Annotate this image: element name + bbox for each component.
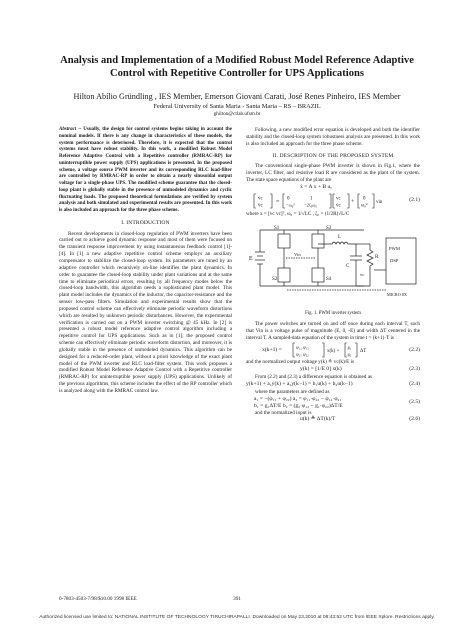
equation-2-2-number: (2.2) [409,346,420,353]
equation-2-4-expr: y(k+1) + a₁y(k) + a₂y(k−1) = b₁u(k) + b₂u(k−1) [246,380,353,387]
svg-text:ω₀²: ω₀² [361,203,368,209]
svg-text:v̇c: v̇c [258,196,263,202]
resistor-label: R [375,254,379,260]
section2-heading: II. DESCRIPTION OF THE PROPOSED SYSTEM [272,152,394,159]
source-e-label: E [249,255,253,262]
svg-text:g₂: g₂ [347,351,352,357]
equation-2-3-number: (2.3) [409,365,420,372]
state-equation [246,184,420,192]
paragraph-plant: The conventional single-phase PWM inverter is shown in Fig.1, where the inverter, LC filter, and resistive load R are considered as the plant of the system. The state space equations of the plant are [246,163,420,184]
svg-text:−2ζ₀ω₀: −2ζ₀ω₀ [304,202,318,208]
equation-2-1 [246,192,420,210]
pwm-inverter-figure [246,220,420,306]
author-email: ghilton@ctlab.ufsm.br [213,111,261,117]
equation-2-2 [246,342,420,359]
switch-s1-label: S1 [274,225,280,231]
svg-text:ΔT: ΔT [360,348,367,354]
paper-title [40,54,434,80]
switch-s3-label: S3 [326,225,332,231]
title-line-2: Control with Repetitive Controller for UPS Applications [109,68,365,79]
abstract-lead: Abstract [59,127,77,132]
svg-text:vin: vin [376,199,383,205]
paragraph-difference: From (2.2) and (2.3) a difference equation is obtained as [255,373,373,380]
equation-2-5-line2: b₁ = g₁ΔT/E b₂ = (g₂·φ₁₂ − g₁·φ₂₂)ΔT/E [254,402,343,409]
intro-paragraph: Recent developments in closed-loop regulation of PWM inverters have been carried out to achieve good dynamic response and most of them were focused on the transient response improvement by using instantaneous feedback control [1]-[4]. In [1] a new adaptive repetitive control scheme employs an auxiliary compensator to stabilize the closed-loop system. Its parameters are tuned by an adaptive controller which recursively on-line identifies the plant dynamics. In order to guarantee the closed-loop stability under plant variations and at the same time to eliminate periodical errors, resulting by all frequency modes below the closed-loop bandwidth, this algorithm needs a sophisticated plant model. This plant model includes the dynamics of the inductor, the capacitor-resistance and the sensor low-pass filters. Simulation and experimental results show that the proposed control scheme can effectively eliminate periodic waveform distortions which are resulted by unknown periodic disturbances. However, the experimental verification is carried out on a PWM inverter switching @ 45 kHz. In [2] is presented a robust model reference adaptive control algorithm including a repetitive control for UPS applications. Such as in [1], the proposed control scheme can effectively eliminate periodic waveform distortion, and moreover, it is globally stable in the presence of unmodeled dynamics. This algorithm can be designed for a reduced-order plant, without a priori knowledge of the exact plant model of the PWM inverter and RLC load-filter system. This work proposes a modified Robust Model Reference Adaptive Control with a Repetitive controller (RMRAC-RP) for uninterruptible power supply (UPS) applications. Unlikely of the previous algorithms, this scheme includes the effect of the RP controller which is analyzed along with the RMRAC control law. [59,230,232,394]
capacitor-label: C [346,263,350,269]
paragraph-intro-cont: Following, a new modified error equation is developed and both the identifier stability and the closed-loop system robustness analysis are presented. In this work is also included an approach for the three phase scheme. [246,127,420,147]
paragraph-input: and the normalized input is [255,409,312,416]
abstract-body: -- Usually, the design for control systems begins taking in account the nominal models. If there is any change in characteristics of these models, the system performance is deteriored. Therefore, it is expected that the control systems must have robust stability. In this work, a modified Robust Model Reference Adaptive Control with a Repetitive controller (RMRAC-RP) for uninterruptible power supply (UPS) applications is presented. In the proposed scheme, a voltage source PWM inverter and its corresponding RLC load-filter are controlled by RMRAC-RP in order to obtain a nearly sinusoidal output voltage for a single-phase UPS. The modified scheme guarantee that the closed-loop plant is globally stable in the presence of unmodeled dynamics and cyclic fluctuating loads. The proposed theoretical formulations are verified by system analysis and both simulated and experimental results are presented. In this work is also included an approach for the three phase scheme. [59,127,232,213]
paragraph-parameters: where the parameters are defined as [255,388,330,395]
title-line-1: Analysis and Implementation of a Modified Robust Model Reference Adaptive [60,55,414,66]
author-list: Hilton Abílio Gründling , IES Member, Emerson Giovani Carati, José Renes Pinheiro, IES Member [73,92,401,101]
state-equation-expr: ẋ = A x + B uₓ [300,183,332,190]
svg-text:−ω₀²: −ω₀² [286,202,295,208]
right-column [246,127,420,424]
equation-2-3-expr: y(k) = [1/E 0] x(k) [300,365,342,372]
where-definition: where x = [vc vc]ᵀ, ω₀ = 1/√LC , ζ₀ = (1/2R)√L/C [246,210,350,217]
equation-2-2-lhs: x(k+1) = [262,346,282,353]
equation-2-4-number: (2.4) [409,380,420,387]
paragraph-switching: The power switches are turned on and off once during each interval T, such that Vin is a voltage pulse of magnitude (E, 0, -E) and width ΔT centered in the interval T. A sampled-data equation of the system in time t = (k+1)·T is [246,321,420,342]
left-column [59,127,232,395]
svg-text:v̇c: v̇c [336,203,341,209]
svg-text:φ₂₁ φ₂₂: φ₂₁ φ₂₂ [296,351,309,357]
figure-caption: Fig. 1. PWM inverter system [305,310,361,316]
equation-2-5-line1: a₁ = −(φ₁₁ + φ₂₂) a₂ = φ₁₁·φ₂₂ − φ₁₂·φ₂₁ [254,395,342,402]
svg-text:x(k) +: x(k) + [327,348,340,354]
inductor-label: L [338,234,342,240]
svg-text:v̈c: v̈c [258,203,263,209]
equation-2-5-number: (2.5) [409,398,420,405]
equation-2-3 [246,366,420,374]
license-notice: Authorized licensed use limited to: NATIONAL INSTITUTE OF TECHNOLOGY TIRUCHIRAPALLI. Downloaded on May 23,2010 at 08:43:52 UTC from IEEE Xplore. Restrictions apply. [39,615,435,620]
vc-label: vc [360,271,365,277]
svg-text:φ₁₁ φ₁₂: φ₁₁ φ₁₂ [296,344,309,350]
matrix-equation-svg [252,192,392,210]
svg-text:vc: vc [336,196,341,202]
svg-text:+: + [351,198,355,205]
intro-heading: I. INTRODUCTION [121,219,170,226]
sampled-matrix-svg [292,342,392,359]
dsp-label: DSP [390,257,399,263]
svg-text:0: 0 [363,196,366,202]
micro-label: MICRO 8X [387,291,407,297]
pwm-label: PWM [389,245,400,251]
abstract [59,127,232,215]
svg-text:1: 1 [310,196,313,202]
switch-s4-label: S4 [326,276,332,282]
vin-label: Vin [294,251,301,257]
svg-text:g₁: g₁ [347,344,352,350]
output-voltage-line: and the normalized output voltage y(k) ≙ vc(k)/E is [246,358,355,365]
svg-text:0: 0 [287,196,290,202]
equation-2-6 [246,416,420,424]
affiliation: Federal University of Santa Maria - Santa Maria – RS – BRAZIL [153,103,321,110]
svg-text:=: = [276,198,280,205]
copyright-line: 0-7803-4503-7/98/$10.00 1998 IEEE [59,596,137,602]
equation-2-4 [246,381,420,389]
switch-s2-label: S2 [272,276,278,282]
equation-2-6-expr: u(k) ≙ ΔT(k)/T [300,416,336,423]
equation-2-1-number: (2.1) [409,196,420,203]
page-number: 391 [233,596,241,602]
equation-2-6-number: (2.6) [409,416,420,423]
equation-2-5 [246,396,420,410]
